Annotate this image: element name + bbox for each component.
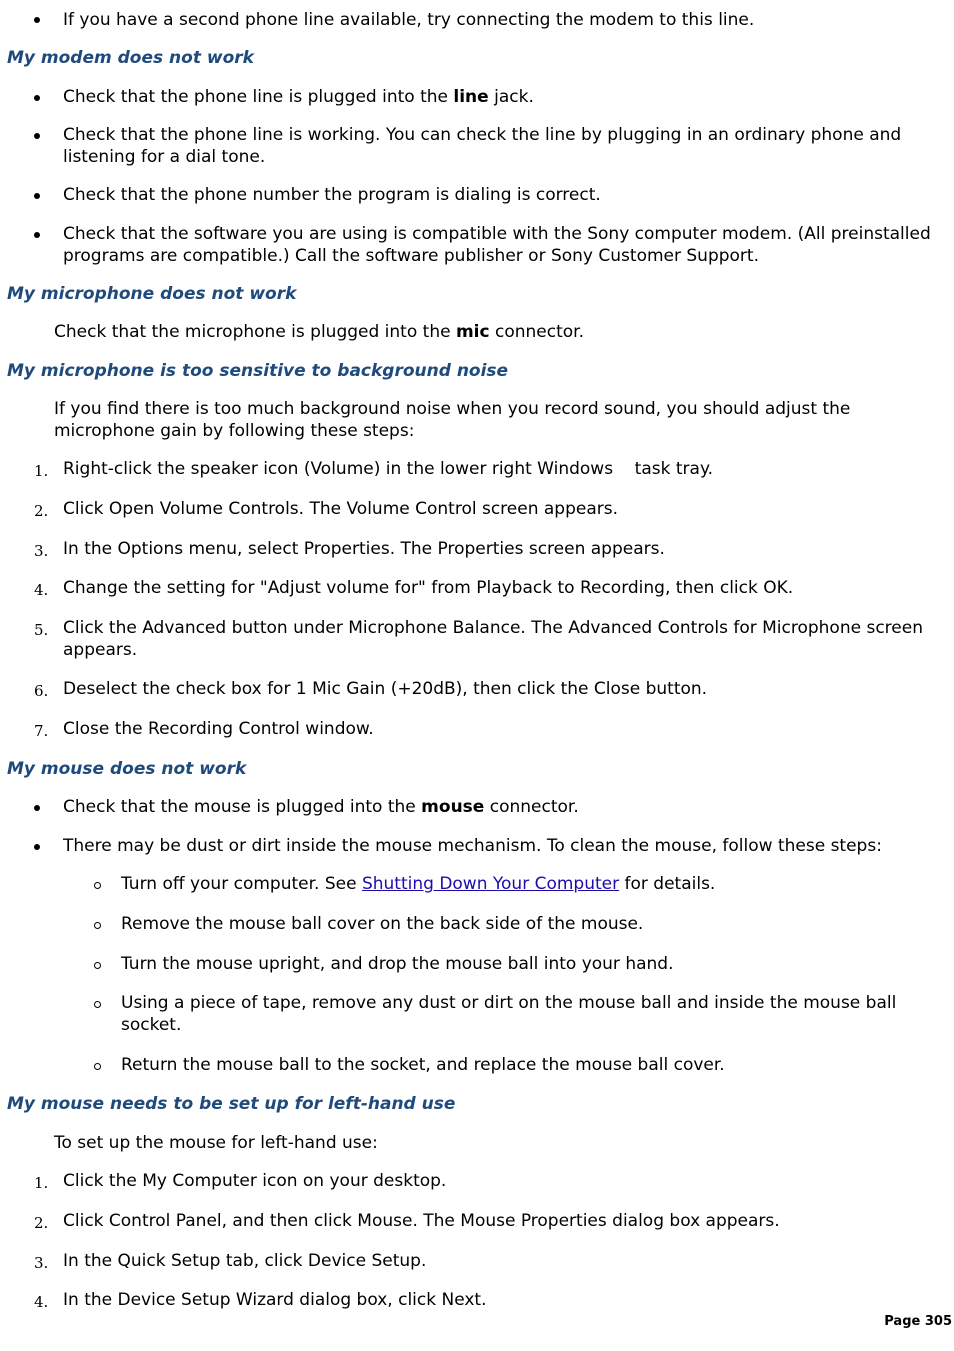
step-text: Click Control Panel, and then click Mouse. The Mouse Properties dialog box appears. [63, 1211, 780, 1231]
bold-term: mic [455, 322, 490, 342]
step-number: 1. [34, 1174, 49, 1192]
text-run: connector. [484, 797, 579, 817]
text-run: jack. [488, 87, 534, 107]
step-number: 5. [34, 621, 49, 639]
section-heading-modem: My modem does not work [7, 48, 254, 68]
bullet-icon [34, 232, 40, 238]
sub-list-item: Turn the mouse upright, and drop the mouse ball into your hand. [121, 954, 674, 974]
step-number: 4. [34, 1293, 49, 1311]
bullet-icon [34, 95, 40, 101]
sub-list-item: Remove the mouse ball cover on the back side of the mouse. [121, 914, 644, 934]
list-item: Check that the software you are using is compatible with the Sony computer modem. (All preinstalled programs are compatible.) Call the software publisher or Sony Customer Support. [63, 224, 931, 266]
step-text: Click the My Computer icon on your desktop. [63, 1171, 447, 1191]
step-number: 7. [34, 722, 49, 740]
list-item: Check that the phone line is working. You can check the line by plugging in an ordinary phone and listening for a dial tone. [63, 125, 902, 167]
step-text: In the Device Setup Wizard dialog box, click Next. [63, 1290, 487, 1310]
circle-bullet-icon [94, 1001, 101, 1008]
bold-term: line [453, 87, 489, 107]
text-run: Check that the phone line is plugged into the [63, 87, 454, 107]
circle-bullet-icon [94, 962, 101, 969]
text-run: connector. [489, 322, 584, 342]
step-text: Deselect the check box for 1 Mic Gain (+20dB), then click the Close button. [63, 679, 708, 699]
circle-bullet-icon [94, 882, 101, 889]
list-item [63, 796, 943, 818]
step-text: In the Quick Setup tab, click Device Setup. [63, 1251, 427, 1271]
list-item [63, 86, 943, 108]
section-heading-left-hand: My mouse needs to be set up for left-hand use [7, 1094, 456, 1114]
bullet-icon [34, 805, 40, 811]
list-item: There may be dust or dirt inside the mouse mechanism. To clean the mouse, follow these steps: [63, 836, 882, 856]
step-number: 4. [34, 581, 49, 599]
step-text: Click the Advanced button under Microphone Balance. The Advanced Controls for Microphone screen appears. [63, 618, 923, 660]
step-text: In the Options menu, select Properties. The Properties screen appears. [63, 539, 665, 559]
text-run: Check that the mouse is plugged into the [63, 797, 422, 817]
step-text: Close the Recording Control window. [63, 719, 374, 739]
step-text: Change the setting for "Adjust volume for" from Playback to Recording, then click OK. [63, 578, 794, 598]
circle-bullet-icon [94, 922, 101, 929]
sub-list-item: Return the mouse ball to the socket, and replace the mouse ball cover. [121, 1055, 725, 1075]
step-number: 1. [34, 462, 49, 480]
list-item: If you have a second phone line available, try connecting the modem to this line. [63, 10, 755, 30]
bullet-icon [34, 193, 40, 199]
paragraph: To set up the mouse for left-hand use: [54, 1133, 378, 1153]
sub-list-item [121, 873, 941, 895]
bullet-icon [34, 133, 40, 139]
sub-list-item: Using a piece of tape, remove any dust or dirt on the mouse ball and inside the mouse ball socket. [121, 993, 897, 1035]
section-heading-mouse: My mouse does not work [7, 759, 247, 779]
text-run: Check that the microphone is plugged into the [54, 322, 456, 342]
step-number: 3. [34, 1254, 49, 1272]
text-run: Turn off your computer. See [121, 874, 362, 894]
section-heading-microphone: My microphone does not work [7, 284, 297, 304]
shutting-down-link[interactable]: Shutting Down Your Computer [361, 874, 620, 894]
list-item: Check that the phone number the program is dialing is correct. [63, 185, 601, 205]
paragraph: If you find there is too much background noise when you record sound, you should adjust the microphone gain by following these steps: [54, 399, 851, 441]
paragraph [54, 321, 934, 343]
step-number: 6. [34, 682, 49, 700]
bold-term: mouse [421, 797, 485, 817]
bullet-icon [34, 17, 40, 23]
page-number: Page 305 [884, 1314, 952, 1329]
step-text: Click Open Volume Controls. The Volume Control screen appears. [63, 499, 619, 519]
section-heading-noise: My microphone is too sensitive to background noise [7, 361, 509, 381]
circle-bullet-icon [94, 1063, 101, 1070]
step-text: Right-click the speaker icon (Volume) in the lower right Windows task tray. [63, 459, 713, 479]
step-number: 2. [34, 1214, 49, 1232]
step-number: 2. [34, 502, 49, 520]
step-number: 3. [34, 542, 49, 560]
text-run: for details. [619, 874, 716, 894]
bullet-icon [34, 844, 40, 850]
